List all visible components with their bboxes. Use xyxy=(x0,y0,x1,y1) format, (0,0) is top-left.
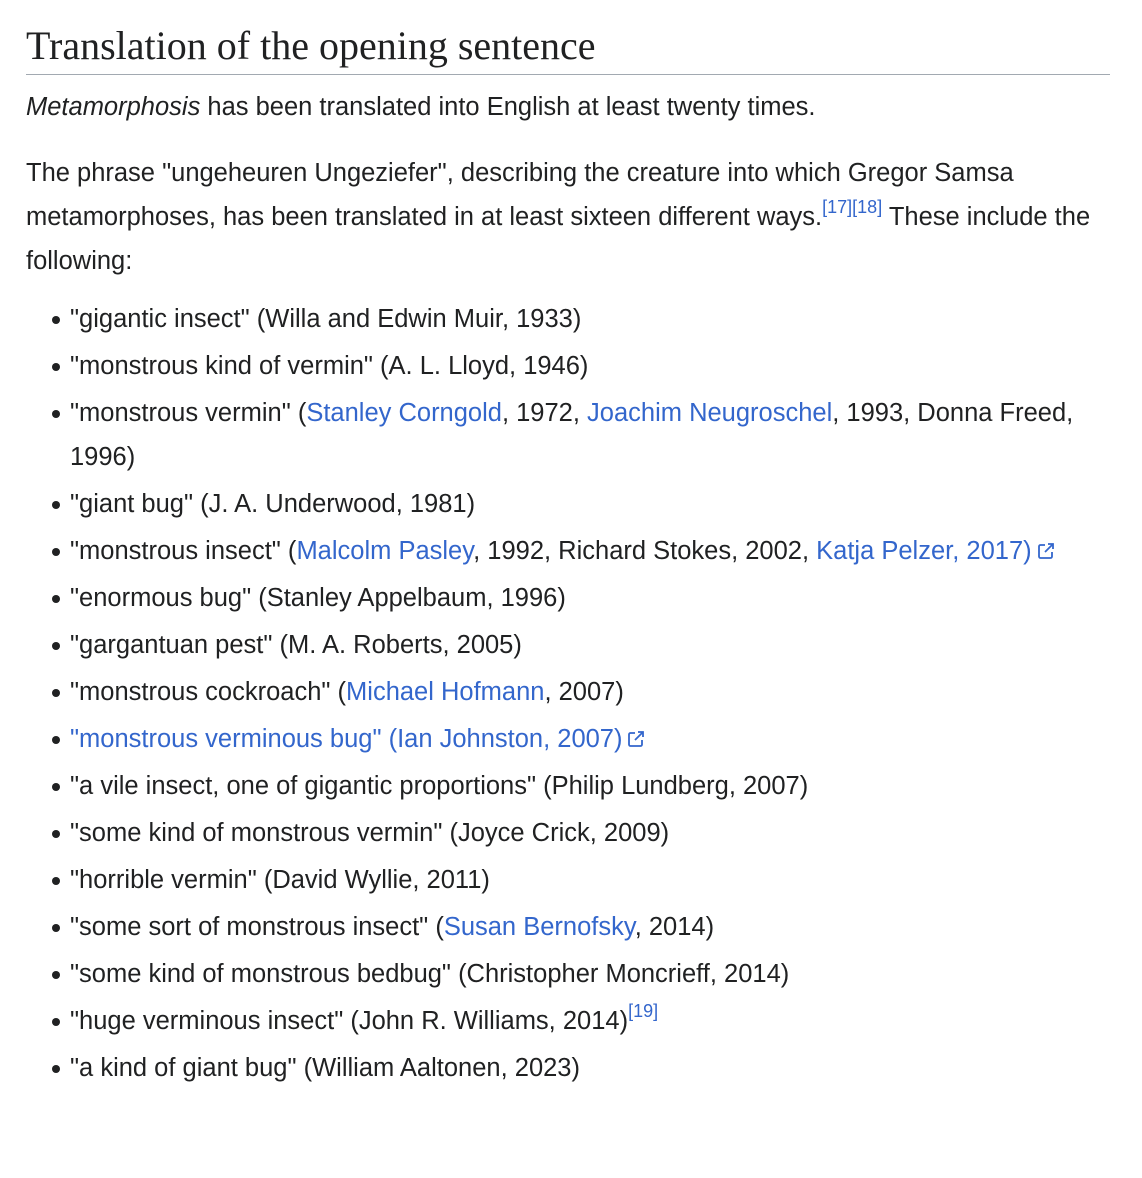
book-title: Metamorphosis xyxy=(26,93,201,121)
reference-link[interactable]: [19] xyxy=(628,1001,659,1021)
translation-item xyxy=(26,999,1110,1043)
item-text: "gigantic insect" (Willa and Edwin Muir, 1933) xyxy=(70,305,582,333)
item-text: "some kind of monstrous vermin" (Joyce Crick, 2009) xyxy=(70,819,670,847)
translation-item xyxy=(26,529,1110,573)
item-text: "some kind of monstrous bedbug" (Christopher Moncrieff, 2014) xyxy=(70,960,790,988)
item-text: "monstrous insect" ( xyxy=(70,537,297,565)
item-text: "monstrous kind of vermin" (A. L. Lloyd, 1946) xyxy=(70,352,589,380)
phrase-text: The phrase "ungeheuren Ungeziefer", describing the creature into which Gregor Samsa metamorphoses, has been translated in at least sixteen different ways. xyxy=(26,159,1014,231)
bullet-marker xyxy=(52,736,60,744)
wiki-link[interactable]: Susan Bernofsky xyxy=(443,913,635,941)
item-text: "monstrous vermin" ( xyxy=(70,399,307,427)
bullet-marker xyxy=(52,971,60,979)
phrase-paragraph xyxy=(26,151,1110,283)
item-text: "a vile insect, one of gigantic proportions" (Philip Lundberg, 2007) xyxy=(70,772,809,800)
reference-superscript[interactable] xyxy=(628,1001,658,1021)
translation-item xyxy=(26,623,1110,667)
translation-item xyxy=(26,905,1110,949)
section-heading: Translation of the opening sentence xyxy=(26,0,1110,75)
translation-item xyxy=(26,764,1110,808)
bullet-marker xyxy=(52,363,60,371)
item-text: , 1972, xyxy=(501,399,588,427)
translation-item xyxy=(26,952,1110,996)
wiki-link[interactable]: Michael Hofmann xyxy=(346,678,545,706)
translation-item xyxy=(26,576,1110,620)
bullet-marker xyxy=(52,924,60,932)
bullet-marker xyxy=(52,783,60,791)
external-link-icon[interactable] xyxy=(1036,541,1056,561)
translation-item xyxy=(26,717,1110,761)
external-link[interactable]: "monstrous verminous bug" (Ian Johnston, 2007) xyxy=(70,725,623,753)
item-text: , 2007) xyxy=(544,678,624,706)
item-text: "giant bug" (J. A. Underwood, 1981) xyxy=(70,490,476,518)
lead-text: has been translated into English at least twenty times. xyxy=(200,93,816,121)
bullet-marker xyxy=(52,501,60,509)
item-text: , 2014) xyxy=(634,913,715,941)
translation-item xyxy=(26,858,1110,902)
item-text: , 1993, Donna Freed, 1996) xyxy=(70,399,1074,471)
wiki-link[interactable]: Stanley Corngold xyxy=(306,399,502,427)
bullet-marker xyxy=(52,548,60,556)
translation-item xyxy=(26,482,1110,526)
external-link[interactable]: Katja Pelzer, 2017) xyxy=(816,537,1032,565)
item-text: "some sort of monstrous insect" ( xyxy=(70,913,444,941)
wiki-link[interactable]: Malcolm Pasley xyxy=(296,537,474,565)
external-link-icon[interactable] xyxy=(626,729,646,749)
translation-item xyxy=(26,344,1110,388)
item-text: "enormous bug" (Stanley Appelbaum, 1996) xyxy=(70,584,566,612)
item-text: "gargantuan pest" (M. A. Roberts, 2005) xyxy=(70,631,522,659)
translation-item xyxy=(26,811,1110,855)
bullet-marker xyxy=(52,316,60,324)
translation-list xyxy=(26,297,1110,1090)
bullet-marker xyxy=(52,595,60,603)
bullet-marker xyxy=(52,1065,60,1073)
bullet-marker xyxy=(52,877,60,885)
bullet-marker xyxy=(52,1018,60,1026)
translation-item xyxy=(26,1046,1110,1090)
reference-18[interactable]: [18] xyxy=(852,197,883,217)
translation-item xyxy=(26,391,1110,479)
item-text: "monstrous cockroach" ( xyxy=(70,678,347,706)
bullet-marker xyxy=(52,642,60,650)
wiki-link[interactable]: Joachim Neugroschel xyxy=(587,399,833,427)
bullet-marker xyxy=(52,830,60,838)
item-text: , 1992, Richard Stokes, 2002, xyxy=(473,537,817,565)
bullet-marker xyxy=(52,410,60,418)
translation-item xyxy=(26,670,1110,714)
item-text: "horrible vermin" (David Wyllie, 2011) xyxy=(70,866,490,894)
reference-17[interactable]: [17] xyxy=(822,197,853,217)
item-text: "a kind of giant bug" (William Aaltonen, 2023) xyxy=(70,1054,580,1082)
bullet-marker xyxy=(52,689,60,697)
translation-item xyxy=(26,297,1110,341)
lead-paragraph xyxy=(26,85,1110,129)
phrase-tail: These include the following: xyxy=(26,203,1091,275)
item-text: "huge verminous insect" (John R. Williams, 2014) xyxy=(70,1007,629,1035)
